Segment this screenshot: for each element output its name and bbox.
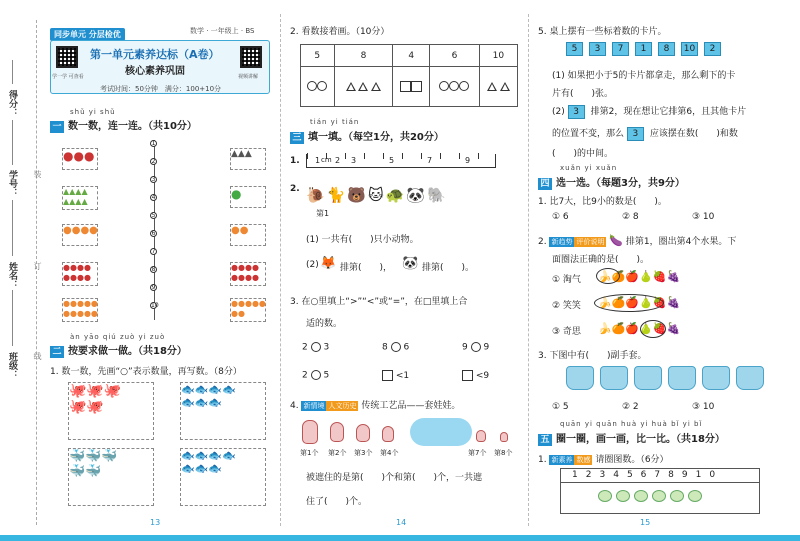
number-line-divider: [560, 482, 760, 483]
p15-q5-1: (1) 如果把小于5的卡片都拿走，那么剩下的卡: [552, 71, 736, 81]
page-number-15: 15: [640, 518, 651, 527]
cmp-3-right: 9: [483, 342, 490, 353]
p14-q4-tag: 新情境: [303, 402, 325, 410]
qr-right-caption: 视频讲解: [238, 74, 259, 80]
c2-question-b: 面圈法正确的是( )。: [552, 255, 650, 265]
nl-3: 3: [599, 470, 614, 480]
count-num-3: 4: [393, 45, 430, 67]
c2-tag2: 评价说明: [576, 238, 605, 246]
qr-code-left: [56, 46, 78, 68]
sec2-number: 二: [50, 346, 64, 358]
fish-box-2: 🐟🐟🐟🐟 🐟🐟🐟: [180, 448, 266, 506]
name-line: [12, 200, 13, 256]
p14-q2b-2a: (2): [306, 260, 319, 270]
cut-line: [36, 20, 37, 525]
cmp-2: [382, 342, 409, 353]
nl-1: 1: [572, 470, 586, 480]
page-number-14: 14: [396, 518, 407, 527]
sec4-text: 选一选。（每题3分，共9分）: [556, 178, 685, 189]
nl-5: 5: [626, 470, 641, 480]
card-1: 5: [566, 42, 583, 56]
score-line: [12, 60, 13, 84]
p15-q1-text: 请圈图数。（6分）: [595, 455, 669, 465]
sec4-number: 四: [538, 178, 552, 190]
p15-q5-1b: 片有( )张。: [552, 89, 614, 99]
class-line: [12, 290, 13, 346]
p14-q4-tag2: 人文历史: [328, 402, 357, 410]
exam-meta: 考试时间：50分钟 满分：100+10分: [100, 85, 222, 93]
pic-box-6: ▲▲▲: [230, 148, 266, 170]
whale-box: 🐳🐳🐳 🐳🐳: [68, 448, 154, 506]
nl-9: 9: [681, 470, 696, 480]
grade-label: 数学 · 一年级上 · BS: [190, 27, 255, 35]
cmp-circle-2[interactable]: [391, 342, 401, 352]
cmp-1-left: 2: [302, 342, 308, 353]
doll-label-7: 第7个: [468, 449, 487, 457]
binding-gutter: [0, 0, 44, 541]
apple-5: [670, 490, 684, 502]
p15-q1: 1. 新素养 数感 请圈图数。（6分）: [538, 455, 669, 465]
c2-opt-1-circle: [596, 268, 620, 284]
p14-q2b-2c: 排第( )。: [422, 263, 475, 273]
doll-label-1: 第1个: [300, 449, 319, 457]
cloud-cover: [410, 418, 472, 446]
student-number-label: 学号：: [7, 170, 17, 197]
cmp-6: [462, 370, 489, 381]
sec3-pinyin: tián yi tián: [310, 118, 360, 126]
draw-cell-3[interactable]: [393, 67, 430, 107]
sec3-text: 填一填。（每空1分，共20分）: [308, 132, 444, 143]
cmp-3: [462, 342, 489, 353]
card-row: [566, 42, 727, 56]
c2-opt-1-fruits: 🍌🍊🍎🍐🍓🍇: [598, 270, 681, 283]
glove-5: [702, 366, 730, 390]
nl-10: 10: [695, 470, 724, 480]
sec5-heading: [538, 430, 725, 446]
p14-q4-text: 传统工艺品——套娃娃。: [361, 401, 461, 411]
doll-label-8: 第8个: [494, 449, 513, 457]
bottom-accent-strip: [0, 535, 800, 541]
chain-num-10: 10: [151, 302, 159, 309]
sec2-pinyin: àn yāo qiú zuò yi zuò: [70, 333, 166, 341]
sec5-number: 五: [538, 434, 552, 446]
cmp-1: [302, 342, 329, 353]
qr-left-caption: 学一学 可查看: [52, 74, 84, 80]
c1-question: 1. 比7大，比9小的数是( )。: [538, 197, 667, 207]
p14-q2: 2. 看数接着画。（10分）: [290, 27, 390, 37]
draw-cell-4[interactable]: [430, 67, 480, 107]
c2-opt-3-circle: [640, 320, 666, 338]
pic-box-8: ●●: [230, 224, 266, 246]
cmp-circle-3[interactable]: [471, 342, 481, 352]
chain-num-7: 7: [151, 248, 156, 255]
cmp-5: [382, 370, 409, 381]
sec1-number: 一: [50, 121, 64, 133]
p13-q1: 1. 数一数，先画“○”表示数量，再写数。（8分）: [50, 367, 242, 377]
sec2-heading: [50, 342, 187, 358]
apple-1: [598, 490, 612, 502]
c2-tag: 新趋势: [551, 238, 573, 246]
chain-num-1: 1: [151, 140, 156, 147]
sec3-heading: [290, 128, 444, 144]
cmp-6-right: <9: [475, 371, 490, 381]
page-number-13: 13: [150, 518, 161, 527]
count-num-5: 10: [479, 45, 517, 67]
sec3-number: 三: [290, 132, 304, 144]
ruler-mark-7: 7: [427, 156, 433, 165]
number-chain-line: [154, 140, 168, 320]
fox-icon: 🦊: [320, 256, 337, 271]
c2-opt-3-fruits: 🍌🍊🍎🍐🍓🍇: [598, 322, 681, 335]
cmp-2-right: 6: [403, 342, 410, 353]
nl-8: 8: [668, 470, 682, 480]
cmp-4: [302, 370, 329, 381]
cmp-circle-4[interactable]: [311, 370, 321, 380]
nl-2: 2: [585, 470, 600, 480]
sec2-text: 按要求做一做。（共18分）: [68, 346, 187, 357]
glove-3: [634, 366, 662, 390]
c1-opt-2[interactable]: ② 8: [622, 212, 639, 222]
score-label: 得分：: [7, 90, 17, 117]
sec5-pinyin: quān yi quān huà yi huà bǐ yi bǐ: [560, 420, 703, 428]
p15-q1-tag2: 数感: [576, 456, 591, 464]
cmp-3-left: 9: [462, 342, 468, 353]
p14-q2b-2b: 排第( )，: [340, 263, 393, 273]
doll-2: [330, 422, 344, 442]
student-number-line: [12, 120, 13, 165]
sec1-pinyin: shǔ yi shǔ: [70, 108, 116, 116]
chain-num-5: 5: [151, 212, 156, 219]
sec1-text: 数一数，连一连。（共10分）: [68, 121, 197, 132]
cmp-4-right: 5: [323, 370, 330, 381]
animal-first-label: 第1: [316, 209, 330, 218]
ruler-mark-5: 5: [389, 156, 395, 165]
count-num-1: 5: [301, 45, 335, 67]
card-5: 8: [658, 42, 675, 56]
draw-cell-1[interactable]: [301, 67, 335, 107]
pic-box-10: ●●●●● ●●: [230, 298, 266, 322]
animal-row: 🐌🐈🐻🐱🐢🐼🐘: [306, 186, 448, 204]
cut-mark-2: 订: [33, 262, 42, 270]
ruler-mark-2: 2: [335, 156, 341, 165]
p14-q2b-1: (1) 一共有( )只小动物。: [306, 235, 419, 245]
glove-2: [600, 366, 628, 390]
c2-text: 排第1，圈出第4个水果。下: [625, 237, 737, 247]
card-2: 3: [589, 42, 606, 56]
p15-q5: 5. 桌上摆有一些标着数的卡片。: [538, 27, 667, 37]
ruler-mark-3: 3: [351, 156, 357, 165]
cmp-circle-1[interactable]: [311, 342, 321, 352]
c3-opt-1[interactable]: ① 5: [552, 402, 569, 412]
ruler-mark-1: 1: [315, 156, 321, 165]
page-separator-1: [280, 14, 281, 526]
chain-num-2: 2: [151, 158, 156, 165]
sec4-pinyin: xuǎn yi xuǎn: [560, 164, 618, 172]
unit-subtitle: 核心素养巩固: [125, 66, 185, 77]
apple-6: [688, 490, 702, 502]
doll-1: [302, 420, 318, 444]
p14-q2b-label: 2.: [290, 184, 300, 194]
c3-opt-3[interactable]: ③ 10: [692, 402, 715, 412]
p15-q5-2b: 排第2，现在想让它排第6，且其他卡片: [590, 107, 747, 117]
page-separator-2: [528, 14, 529, 526]
nl-7: 7: [654, 470, 669, 480]
doll-7: [476, 430, 486, 442]
p14-q3b: 适的数。: [306, 319, 343, 329]
fish-box-1: 🐟🐟🐟🐟 🐟🐟🐟: [180, 382, 266, 440]
cmp-1-right: 3: [323, 342, 330, 353]
cmp-box-1[interactable]: [382, 370, 393, 381]
pic-box-2: ▲▲▲▲ ▲▲▲▲: [62, 186, 98, 210]
doll-label-3: 第3个: [354, 449, 373, 457]
p15-q1-tag: 新素养: [551, 456, 573, 464]
c2-question: 2. 新趋势 评价说明 🍆 排第1，圈出第4个水果。下: [538, 234, 737, 247]
number-line-labels: [572, 470, 723, 480]
draw-cell-5[interactable]: [479, 67, 517, 107]
card-3-inline: 3: [568, 105, 585, 119]
cut-mark-1: 装: [33, 170, 42, 178]
card-7: 2: [704, 42, 721, 56]
series-tag: 同步单元 分层检优: [50, 28, 125, 41]
chain-num-9: 9: [151, 284, 156, 291]
p15-q5-2: [552, 104, 746, 119]
card-3-inline-2: 3: [627, 127, 644, 141]
p15-q5-2d: 应该摆在数( )和数: [649, 129, 738, 139]
sec4-heading: [538, 174, 685, 190]
p14-q4-label: 4.: [290, 401, 299, 411]
c2-opt-1[interactable]: ① 淘气: [552, 275, 581, 285]
c3-opt-2[interactable]: ② 2: [622, 402, 639, 412]
ruler-mark-cm: cm: [321, 156, 332, 164]
draw-cell-2[interactable]: [334, 67, 393, 107]
ruler-mark-9: 9: [465, 156, 471, 165]
p15-q5-2e: ( )的中间。: [552, 149, 614, 159]
doll-3: [356, 424, 370, 442]
pic-box-3: ●●●●: [62, 224, 98, 246]
c3-question: 3. 下图中有( )副手套。: [538, 351, 647, 361]
chain-num-8: 8: [151, 266, 156, 273]
c2-opt-2[interactable]: ② 笑笑: [552, 301, 581, 311]
apple-2: [616, 490, 630, 502]
glove-6: [736, 366, 764, 390]
ruler: [306, 154, 496, 168]
card-4: 1: [635, 42, 652, 56]
sec1-heading: [50, 117, 197, 133]
card-6: 10: [681, 42, 698, 56]
glove-1: [566, 366, 594, 390]
nl-4: 4: [613, 470, 627, 480]
c1-opt-1[interactable]: ① 6: [552, 212, 569, 222]
count-draw-table: [300, 44, 518, 107]
nl-6: 6: [640, 470, 655, 480]
p15-q5-2c: 的位置不变，那么: [552, 129, 625, 139]
p14-q4-b: 住了( )个。: [306, 497, 368, 507]
pic-box-5: ●●●●● ●●●●●: [62, 298, 98, 322]
count-num-4: 6: [430, 45, 480, 67]
pic-box-9: ●●●● ●●●●: [230, 262, 266, 286]
apple-4: [652, 490, 666, 502]
chain-num-6: 6: [151, 230, 156, 237]
p15-q5-2a: (2): [552, 107, 565, 117]
p15-q5-2c-line: [552, 126, 738, 141]
pic-box-4: ●●●● ●●●●: [62, 262, 98, 286]
c1-opt-3[interactable]: ③ 10: [692, 212, 715, 222]
name-label: 姓名：: [7, 262, 17, 289]
octopus-box: 🐙🐙🐙 🐙🐙: [68, 382, 154, 440]
sec5-text: 圈一圈，画一画，比一比。（共18分）: [556, 434, 725, 445]
ruler-q-label: 1.: [290, 156, 300, 166]
doll-label-4: 第4个: [380, 449, 399, 457]
count-num-2: 8: [334, 45, 393, 67]
apple-3: [634, 490, 648, 502]
c2-opt-2-circle: [594, 294, 664, 312]
p14-q3: 3. 在○里填上“>”“<”或“=”，在□里填上合: [290, 297, 468, 307]
cmp-4-left: 2: [302, 370, 308, 381]
qr-code-right: [240, 46, 262, 68]
c2-opt-2-fruits: 🍌🍊🍎🍐🍓🍇: [598, 296, 681, 309]
chain-num-3: 3: [151, 176, 156, 183]
chain-num-4: 4: [151, 194, 156, 201]
c2-opt-3[interactable]: ③ 奇思: [552, 327, 581, 337]
cmp-box-2[interactable]: [462, 370, 473, 381]
panda-icon: 🐼: [402, 256, 419, 271]
unit-title: 第一单元素养达标（A卷）: [90, 48, 220, 61]
doll-label-2: 第2个: [328, 449, 347, 457]
pic-box-1: ●●●: [62, 148, 98, 170]
doll-4: [382, 426, 394, 442]
p14-q4-a: 被遮住的是第( )个和第( )个，一共遮: [306, 473, 483, 483]
doll-8: [500, 432, 508, 442]
cmp-2-left: 8: [382, 342, 388, 353]
glove-4: [668, 366, 696, 390]
cmp-5-right: <1: [395, 371, 410, 381]
pic-box-7: ●: [230, 186, 266, 208]
p14-q4: [290, 398, 460, 411]
card-3: 7: [612, 42, 629, 56]
class-label: 班级：: [7, 352, 17, 379]
cut-mark-3: 线: [33, 352, 42, 360]
